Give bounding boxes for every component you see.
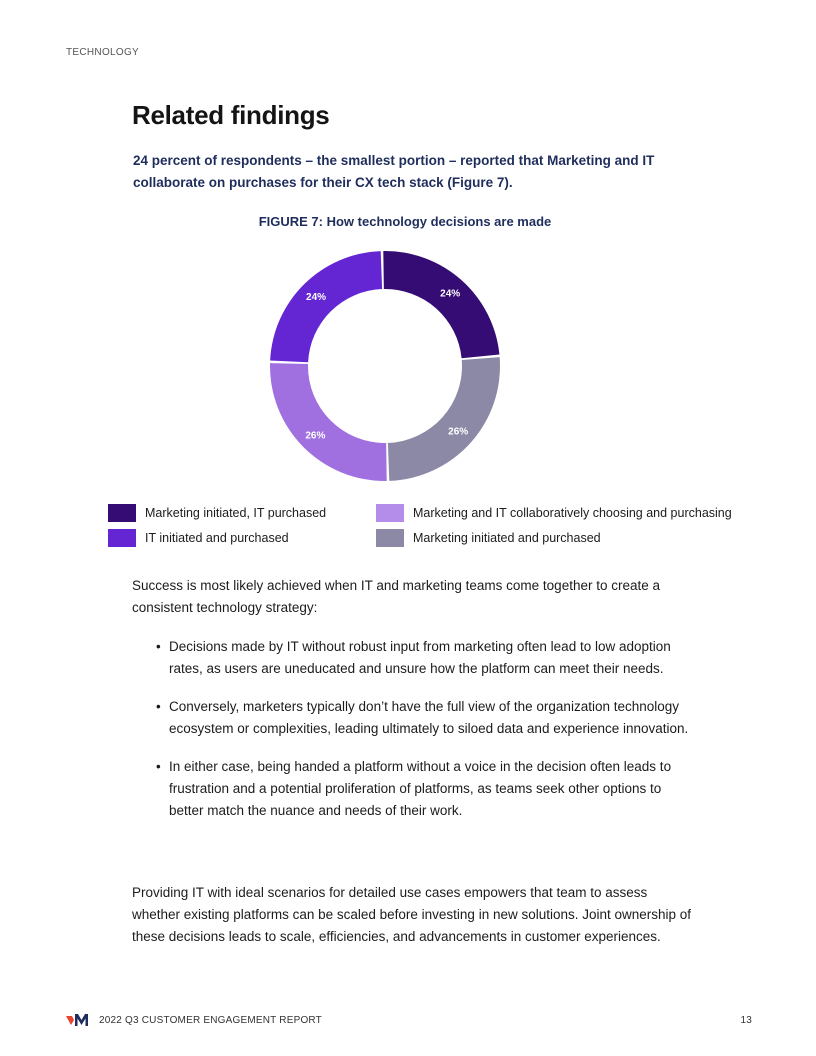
donut-slice — [383, 251, 499, 358]
bullet-icon: • — [156, 759, 161, 774]
donut-slice — [270, 251, 382, 362]
list-item-text: In either case, being handed a platform without a voice in the decision often leads to frustration and a potential proliferation of platforms, as teams seek other options to better match the nuance and needs of their work. — [169, 759, 672, 818]
page-title: Related findings — [132, 100, 330, 130]
closing-paragraph: Providing IT with ideal scenarios for detailed use cases empowers that team to assess whether existing platforms can be scaled before investing in new solutions. Joint ownership of these decisions leads to scale, efficiencies, and advancements in customer experiences. — [132, 885, 692, 944]
legend-swatch — [108, 504, 136, 522]
slice-data-label: 24% — [306, 291, 327, 303]
list-item — [132, 636, 692, 680]
legend-label: Marketing initiated and purchased — [413, 531, 601, 545]
lead-paragraph: 24 percent of respondents – the smallest portion – reported that Marketing and IT collaborate on purchases for their CX tech stack (Figure 7). — [133, 153, 655, 190]
slice-data-label: 24% — [440, 288, 461, 300]
bullet-icon: • — [156, 639, 161, 654]
intro-paragraph: Success is most likely achieved when IT and marketing teams come together to create a consistent technology strategy: — [132, 578, 661, 615]
legend-label: Marketing and IT collaboratively choosing and purchasing — [413, 506, 732, 520]
bullet-list — [132, 636, 692, 838]
legend-label: IT initiated and purchased — [145, 531, 289, 545]
legend-item-it-initiated-and-purchased — [108, 529, 289, 547]
legend-swatch — [376, 504, 404, 522]
legend-swatch — [108, 529, 136, 547]
list-item — [132, 756, 692, 822]
page-number: 13 — [740, 1014, 752, 1026]
legend-item-marketing-initiated-and-purchased — [376, 529, 601, 547]
legend-item-marketing-initiated-it-purchased — [108, 504, 326, 522]
legend-swatch — [376, 529, 404, 547]
figure-title: FIGURE 7: How technology decisions are made — [258, 214, 552, 229]
list-item-text: Decisions made by IT without robust input from marketing often lead to low adoption rates, as users are uneducated and unsure how the platform can meet their needs. — [169, 639, 671, 676]
footer — [66, 1013, 752, 1027]
donut-chart — [265, 246, 505, 486]
donut-slice — [270, 363, 387, 481]
donut-slice — [388, 357, 500, 481]
legend-item-collaborative — [376, 504, 732, 522]
footer-report-title: 2022 Q3 CUSTOMER ENGAGEMENT REPORT — [99, 1014, 322, 1026]
slice-data-label: 26% — [448, 426, 469, 438]
company-logo-icon — [66, 1013, 90, 1027]
section-label: TECHNOLOGY — [66, 47, 140, 58]
list-item-text: Conversely, marketers typically don’t have the full view of the organization technology ecosystem or complexities, leading ultimately to siloed data and experience innovation. — [169, 699, 689, 736]
legend-label: Marketing initiated, IT purchased — [145, 506, 327, 520]
slice-data-label: 26% — [305, 430, 326, 442]
bullet-icon: • — [156, 699, 161, 714]
list-item — [132, 696, 692, 740]
